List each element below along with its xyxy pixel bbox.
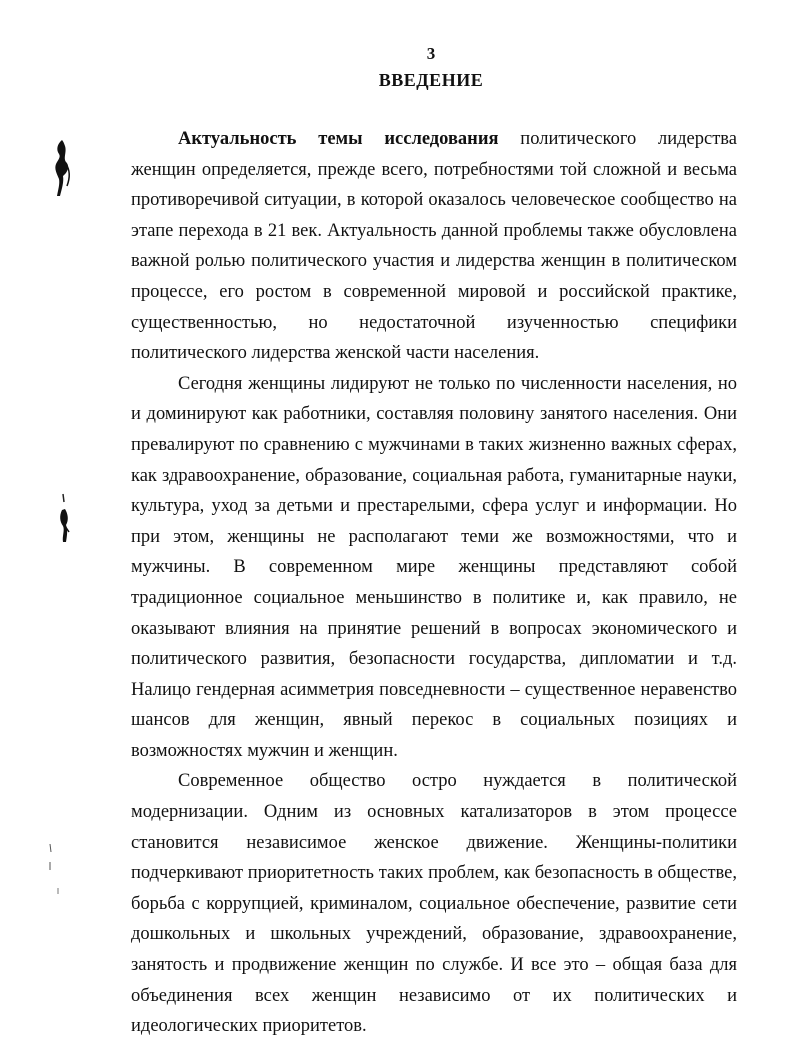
- body-text: [131, 124, 737, 1042]
- binding-mark-top: [48, 138, 78, 200]
- binding-mark-bottom: [44, 840, 64, 900]
- paragraph-1-bold-lead: Актуальность темы исследования: [178, 129, 499, 149]
- paragraph-2: [131, 369, 737, 767]
- paragraph-1-text: политического лидерства женщин определяется, прежде всего, потребностями той сложной и весьма противоречивой ситуации, в которой оказалось человеческое сообщество на этапе перехода в 21 век. Актуальность данной проблемы также обусловлена важной ролью политического участия и лидерства женщин в политическом процессе, его ростом в современной мировой и российской практике, существенностью, но недостаточной изученностью специфики политического лидерства женской части населения.: [131, 129, 737, 364]
- binding-mark-middle: [56, 492, 72, 552]
- page-number: 3: [426, 44, 436, 63]
- paragraph-1: [131, 124, 737, 369]
- paragraph-3: [131, 766, 737, 1041]
- section-heading: ВВЕДЕНИЕ: [378, 70, 484, 90]
- paragraph-2-text: Сегодня женщины лидируют не только по численности населения, но и доминируют как работники, составляя половину занятого населения. Они превалируют по сравнению с мужчинами в таких жизненно важных сферах, как здравоохранение, образование, социальная работа, гуманитарные науки, культура, уход за детьми и престарелыми, сфера услуг и информации. Но при этом, женщины не располагают теми же возможностями, что и мужчины. В современном мире женщины представляют собой традиционное социальное меньшинство в политике и, как правило, не оказывают влияния на принятие решений в вопросах экономического и политического развития, безопасности государства, дипломатии и т.д. Налицо гендерная асимметрия повседневности – существенное неравенство шансов для женщин, явный перекос в социальных позициях и возможностях мужчин и женщин.: [131, 373, 737, 761]
- paragraph-3-text: Современное общество остро нуждается в политической модернизации. Одним из основных катализаторов в этом процессе становится независимое женское движение. Женщины-политики подчеркивают приоритетность таких проблем, как безопасность в обществе, борьба с коррупцией, криминалом, социальное обеспечение, развитие сети дошкольных и школьных учреждений, образование, здравоохранение, занятость и продвижение женщин по службе. И все это – общая база для объединения всех женщин независимо от их политических и идеологических приоритетов.: [131, 771, 737, 1037]
